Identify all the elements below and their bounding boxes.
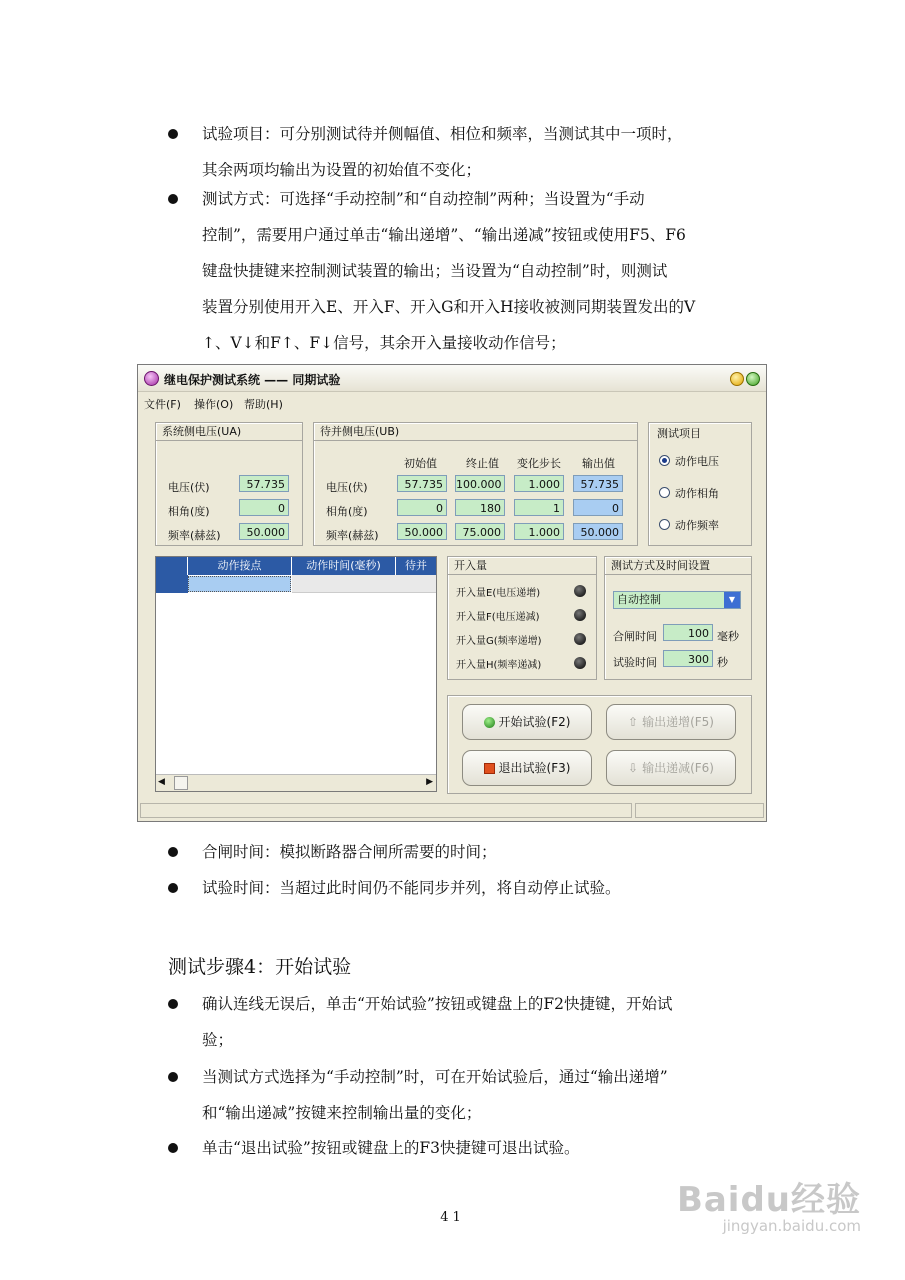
title-bar[interactable]	[138, 365, 766, 392]
frequency-label: 频率(赫兹)	[168, 529, 221, 542]
input-g-label: 开入量G(频率递增)	[456, 636, 542, 647]
bullet-line: 单击“退出试验”按钮或键盘上的F3快捷键可退出试验。	[202, 1139, 580, 1157]
group-title: 系统侧电压(UA)	[156, 423, 302, 441]
bullet-dot	[168, 999, 178, 1009]
stop-icon	[484, 763, 495, 774]
bullet-line: 确认连线无误后，单击“开始试验”按钮或键盘上的F2快捷键，开始试	[202, 995, 673, 1013]
phase-label: 相角(度)	[326, 505, 368, 518]
final-voltage-field[interactable]: 100.000	[455, 475, 505, 492]
header-final: 终止值	[466, 457, 499, 470]
horizontal-scrollbar[interactable]	[156, 774, 436, 791]
grid-col-time[interactable]: 动作时间(毫秒)	[292, 557, 396, 575]
system-phase-field[interactable]: 0	[239, 499, 289, 516]
watermark	[677, 1172, 861, 1235]
bullet-line: 试验项目：可分别测试待并侧幅值、相位和频率，当测试其中一项时，	[202, 125, 683, 143]
input-h-led	[574, 657, 586, 669]
output-phase-field: 0	[573, 499, 623, 516]
close-time-unit: 毫秒	[717, 630, 739, 643]
bullet-dot	[168, 1072, 178, 1082]
group-title: 开入量	[448, 557, 596, 575]
grid-cell[interactable]	[292, 575, 436, 593]
bullet-line: 验；	[202, 1031, 234, 1049]
scroll-right-icon[interactable]: ▶	[426, 777, 433, 787]
menu-bar	[138, 392, 766, 412]
initial-frequency-field[interactable]: 50.000	[397, 523, 447, 540]
window-title: 继电保护测试系统 —— 同期试验	[164, 373, 341, 387]
output-increase-button[interactable]	[606, 704, 736, 740]
group-title: 测试方式及时间设置	[605, 557, 751, 575]
header-output: 输出值	[582, 457, 615, 470]
initial-phase-field[interactable]: 0	[397, 499, 447, 516]
bullet-close-time	[168, 834, 768, 870]
input-e-led	[574, 585, 586, 597]
step-frequency-field[interactable]: 1.000	[514, 523, 564, 540]
system-voltage-field[interactable]: 57.735	[239, 475, 289, 492]
minimize-button[interactable]	[730, 372, 744, 386]
option-action-phase: 动作相角	[675, 487, 719, 500]
grid-col-pending[interactable]: 待并	[405, 559, 427, 572]
bullet-line: 其余两项均输出为设置的初始值不变化；	[202, 161, 482, 179]
bullet-exit	[168, 1130, 768, 1166]
start-icon	[484, 717, 495, 728]
result-grid[interactable]	[155, 556, 437, 792]
test-items-group	[648, 422, 752, 546]
watermark-logo: Baidu经验	[676, 1180, 861, 1220]
bullet-line: 控制”，需要用户通过单击“输出递增”、“输出递减”按钮或使用F5、F6	[202, 226, 686, 244]
input-f-label: 开入量F(电压递减)	[456, 612, 540, 623]
header-initial: 初始值	[404, 457, 437, 470]
input-h-label: 开入量H(频率递减)	[456, 660, 542, 671]
final-frequency-field[interactable]: 75.000	[455, 523, 505, 540]
mode-select[interactable]	[613, 591, 741, 609]
step-voltage-field[interactable]: 1.000	[514, 475, 564, 492]
scroll-thumb[interactable]	[174, 776, 188, 790]
close-time-label: 合闸时间	[613, 630, 657, 643]
input-f-led	[574, 609, 586, 621]
buttons-panel	[447, 695, 752, 794]
grid-row-header	[156, 575, 188, 593]
bullet-dot	[168, 847, 178, 857]
bullet-line: 测试方式：可选择“手动控制”和“自动控制”两种；当设置为“手动	[202, 190, 645, 208]
arrow-down-icon: ⇩	[628, 761, 639, 775]
voltage-label: 电压(伏)	[326, 481, 368, 494]
mode-select-value: 自动控制	[617, 593, 661, 606]
bullet-confirm	[168, 986, 768, 1058]
bullet-dot	[168, 883, 178, 893]
step-phase-field[interactable]: 1	[514, 499, 564, 516]
maximize-button[interactable]	[746, 372, 760, 386]
bullet-test-time	[168, 870, 768, 906]
test-time-field[interactable]: 300	[663, 650, 713, 667]
bullet-dot	[168, 129, 178, 139]
grid-col-contact[interactable]: 动作接点	[188, 557, 292, 575]
test-time-label: 试验时间	[613, 656, 657, 669]
output-decrease-label: 输出递减(F6)	[642, 761, 714, 775]
menu-operate[interactable]: 操作(O)	[194, 398, 234, 411]
bullet-line: 和“输出递减”按键来控制输出量的变化；	[202, 1104, 482, 1122]
mode-time-group	[604, 556, 752, 680]
option-action-voltage: 动作电压	[675, 455, 719, 468]
bullet-dot	[168, 194, 178, 204]
header-step: 变化步长	[517, 457, 561, 470]
bullet-line: ↑、V↓和F↑、F↓信号，其余开入量接收动作信号；	[202, 334, 566, 352]
chevron-down-icon[interactable]: ▼	[724, 592, 740, 608]
page-number: 41	[440, 1210, 465, 1225]
start-test-label: 开始试验(F2)	[498, 715, 571, 729]
exit-test-button[interactable]	[462, 750, 592, 786]
bullet-test-items	[168, 116, 768, 188]
watermark-url: jingyan.baidu.com	[722, 1217, 861, 1235]
radio-action-frequency[interactable]	[659, 519, 670, 530]
test-time-unit: 秒	[717, 656, 728, 669]
system-voltage-group	[155, 422, 303, 546]
bullet-line: 键盘快捷键来控制测试装置的输出；当设置为“自动控制”时，则测试	[202, 262, 668, 280]
bullet-line: 合闸时间：模拟断路器合闸所需要的时间；	[202, 843, 497, 861]
app-icon	[144, 371, 159, 386]
grid-cell-selected[interactable]	[188, 576, 291, 592]
output-decrease-button[interactable]	[606, 750, 736, 786]
bullet-line: 试验时间：当超过此时间仍不能同步并列，将自动停止试验。	[202, 879, 621, 897]
arrow-up-icon: ⇧	[628, 715, 639, 729]
grid-header	[156, 557, 436, 575]
frequency-label: 频率(赫兹)	[326, 529, 379, 542]
close-time-field[interactable]: 100	[663, 624, 713, 641]
group-title: 测试项目	[657, 427, 701, 440]
voltage-label: 电压(伏)	[168, 481, 210, 494]
app-window	[137, 364, 767, 822]
input-e-label: 开入量E(电压递增)	[456, 588, 541, 599]
input-g-led	[574, 633, 586, 645]
bullet-line: 装置分别使用开入E、开入F、开入G和开入H接收被测同期装置发出的V	[202, 298, 696, 316]
output-voltage-field: 57.735	[573, 475, 623, 492]
final-phase-field[interactable]: 180	[455, 499, 505, 516]
bullet-test-mode	[168, 181, 768, 361]
group-title: 待并侧电压(UB)	[314, 423, 637, 441]
output-frequency-field: 50.000	[573, 523, 623, 540]
bullet-line: 当测试方式选择为“手动控制”时，可在开始试验后，通过“输出递增”	[202, 1068, 668, 1086]
output-increase-label: 输出递增(F5)	[642, 715, 714, 729]
exit-test-label: 退出试验(F3)	[498, 761, 571, 775]
radio-action-phase[interactable]	[659, 487, 670, 498]
start-test-button[interactable]	[462, 704, 592, 740]
section-heading: 测试步骤4：开始试验	[168, 956, 352, 978]
menu-help[interactable]: 帮助(H)	[244, 398, 283, 411]
pending-voltage-group	[313, 422, 638, 546]
option-action-frequency: 动作频率	[675, 519, 719, 532]
bullet-dot	[168, 1143, 178, 1153]
radio-action-voltage[interactable]	[659, 455, 670, 466]
status-bar-left	[140, 803, 632, 818]
grid-corner	[156, 557, 188, 575]
phase-label: 相角(度)	[168, 505, 210, 518]
initial-voltage-field[interactable]: 57.735	[397, 475, 447, 492]
scroll-left-icon[interactable]: ◀	[158, 777, 165, 787]
bullet-manual-mode	[168, 1059, 768, 1131]
menu-file[interactable]: 文件(F)	[144, 398, 181, 411]
system-frequency-field[interactable]: 50.000	[239, 523, 289, 540]
status-bar-right	[635, 803, 764, 818]
inputs-group	[447, 556, 597, 680]
